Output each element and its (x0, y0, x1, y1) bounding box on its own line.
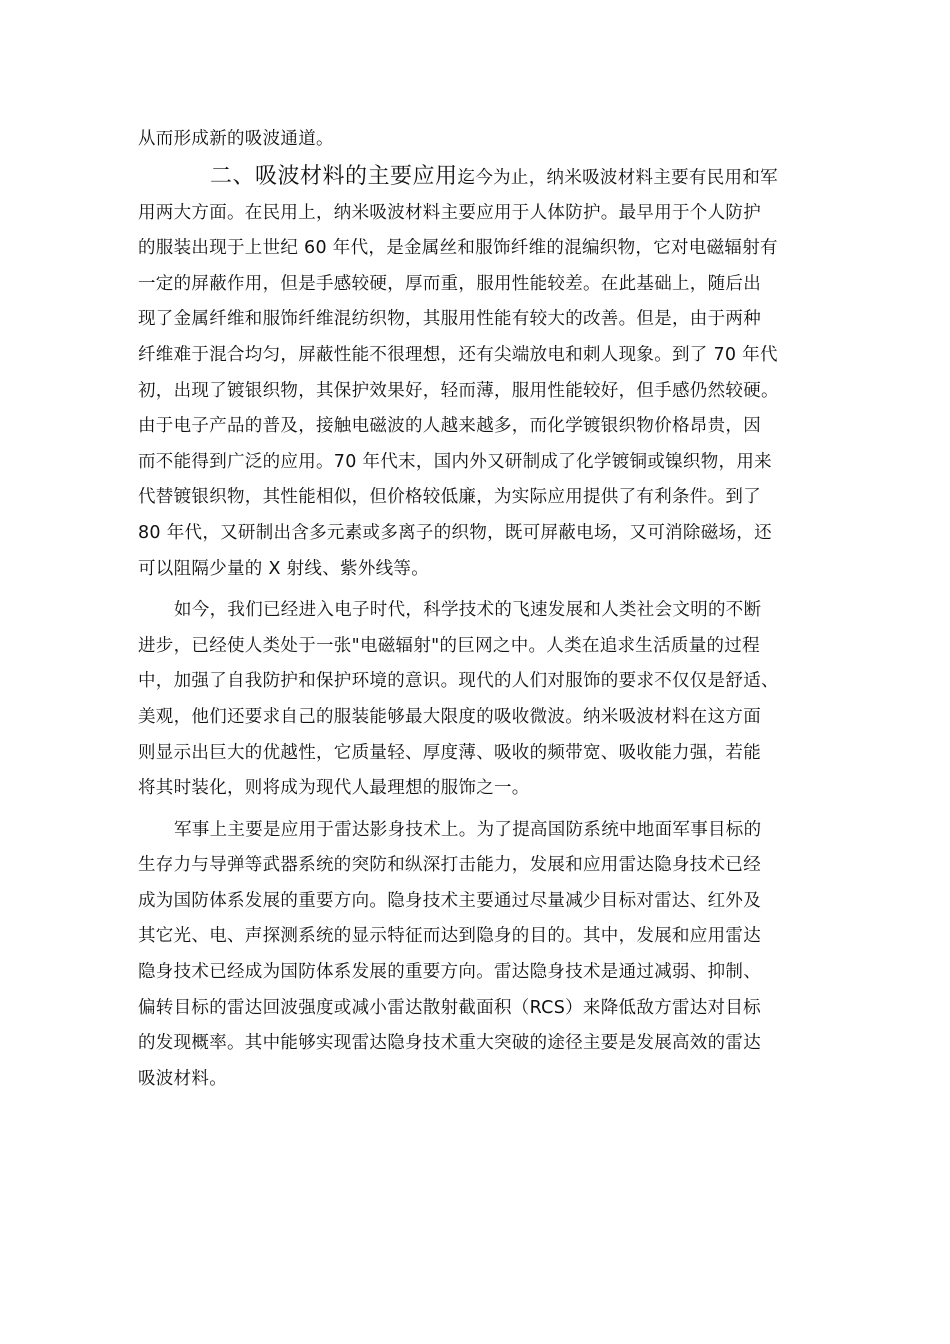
paragraph3-line: 偏转目标的雷达回波强度或减小雷达散射截面积（RCS）来降低敌方雷达对目标 (138, 997, 761, 1018)
paragraph2-line: 中，加强了自我防护和保护环境的意识。现代的人们对服饰的要求不仅仅是舒适、 (138, 671, 779, 692)
paragraph1-line: 而不能得到广泛的应用。70 年代末，国内外又研制成了化学镀铜或镍织物，用来 (138, 451, 772, 472)
paragraph3-line: 的发现概率。其中能够实现雷达隐身技术重大突破的途径主要是发展高效的雷达 (138, 1033, 761, 1054)
paragraph-military-use (138, 813, 818, 1098)
paragraph1-line: 的服装出现于上世纪 60 年代，是金属丝和服饰纤维的混编织物，它对电磁辐射有 (138, 238, 778, 259)
paragraph2-line: 进步，已经使人类处于一张"电磁辐射"的巨网之中。人类在追求生活质量的过程 (138, 635, 760, 656)
paragraph1-line: 可以阻隔少量的 X 射线、紫外线等。 (138, 558, 430, 579)
paragraph2-line: 如今，我们已经进入电子时代，科学技术的飞速发展和人类社会文明的不断 (174, 600, 762, 621)
paragraph1-line: 纤维难于混合均匀，屏蔽性能不很理想，还有尖端放电和刺人现象。到了 70 年代 (138, 344, 778, 365)
paragraph3-line: 吸波材料。 (138, 1068, 227, 1089)
section-heading: 二、吸波材料的主要应用 (210, 163, 458, 189)
paragraph1-line: 80 年代，又研制出含多元素或多离子的织物，既可屏蔽电场，又可消除磁场，还 (138, 522, 772, 543)
paragraph1-line-1: 迄今为止，纳米吸波材料主要有民用和军 (457, 167, 778, 188)
paragraph2-line: 美观，他们还要求自己的服装能够最大限度的吸收微波。纳米吸波材料在这方面 (138, 706, 761, 727)
document-body (138, 122, 818, 1097)
paragraph-civil-use (138, 196, 818, 588)
paragraph1-line: 初，出现了镀银织物，其保护效果好，轻而薄，服用性能较好，但手感仍然较硬。 (138, 380, 779, 401)
paragraph1-line: 用两大方面。在民用上，纳米吸波材料主要应用于人体防护。最早用于个人防护 (138, 202, 761, 223)
paragraph2-line: 将其时装化，则将成为现代人最理想的服饰之一。 (138, 778, 530, 799)
paragraph1-line: 由于电子产品的普及，接触电磁波的人越来越多，而化学镀银织物价格昂贵，因 (138, 416, 761, 437)
paragraph3-line: 隐身技术已经成为国防体系发展的重要方向。雷达隐身技术是通过减弱、抑制、 (138, 962, 761, 983)
paragraph1-line: 现了金属纤维和服饰纤维混纺织物，其服用性能有较大的改善。但是，由于两种 (138, 309, 761, 330)
paragraph-modern-clothing (138, 593, 818, 807)
paragraph3-line: 军事上主要是应用于雷达影身技术上。为了提高国防系统中地面军事目标的 (174, 819, 762, 840)
paragraph1-line: 一定的屏蔽作用，但是手感较硬，厚而重，服用性能较差。在此基础上，随后出 (138, 273, 761, 294)
paragraph3-line: 成为国防体系发展的重要方向。隐身技术主要通过尽量减少目标对雷达、红外及 (138, 890, 761, 911)
intro-line: 从而形成新的吸波通道。 (138, 129, 334, 149)
section-heading-line (138, 158, 818, 196)
paragraph3-line: 生存力与导弹等武器系统的突防和纵深打击能力，发展和应用雷达隐身技术已经 (138, 855, 761, 876)
paragraph2-line: 则显示出巨大的优越性，它质量轻、厚度薄、吸收的频带宽、吸收能力强，若能 (138, 742, 761, 763)
paragraph1-line: 代替镀银织物，其性能相似，但价格较低廉，为实际应用提供了有利条件。到了 (138, 487, 761, 508)
paragraph3-line: 其它光、电、声探测系统的显示特征而达到隐身的目的。其中，发展和应用雷达 (138, 926, 761, 947)
